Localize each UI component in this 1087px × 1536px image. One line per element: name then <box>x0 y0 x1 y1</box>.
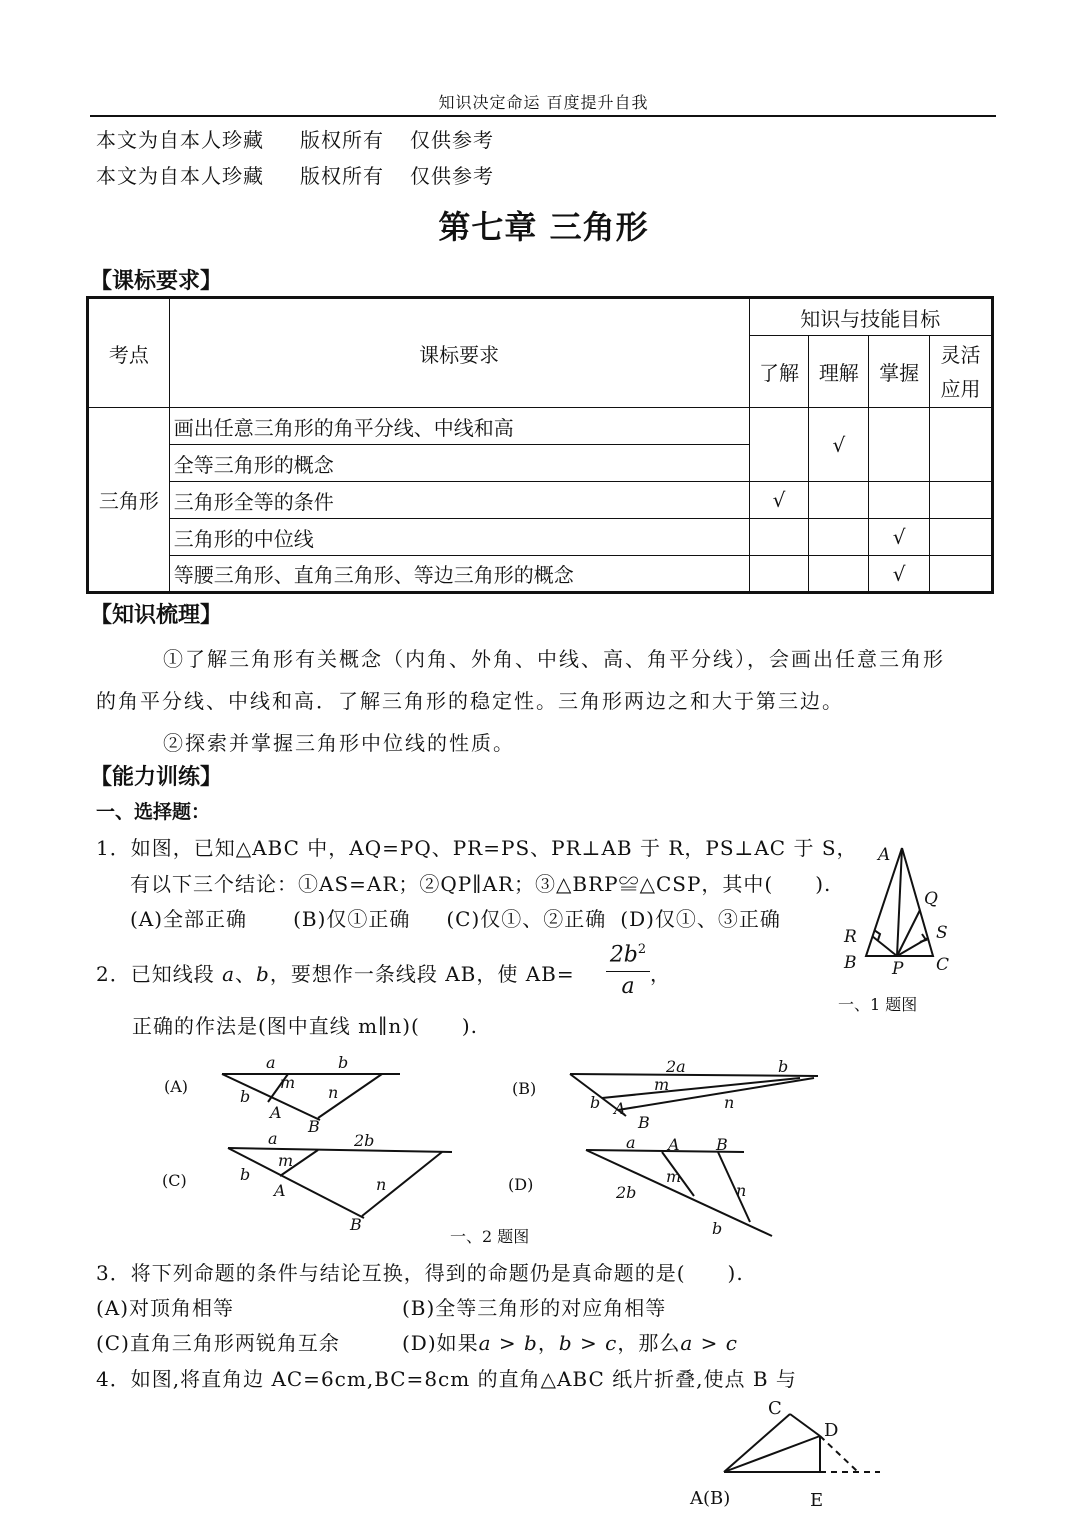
question-1-line2: 有以下三个结论：①AS=AR；②QP∥AR；③△BRP≌△CSP，其中( ). <box>130 872 832 896</box>
fig-label: n <box>724 1093 735 1112</box>
option-a: (A)全部正确 <box>130 907 248 931</box>
check-cell <box>749 556 809 593</box>
fig-label: a <box>626 1133 636 1152</box>
fig-label: C <box>936 955 950 975</box>
option-d-text: ，那么 <box>617 1331 681 1355</box>
var-a: a <box>222 962 236 986</box>
fig-label: A <box>274 1181 286 1200</box>
page-header: 知识决定命运 百度提升自我 <box>438 93 649 112</box>
fig-label: Q <box>924 889 938 909</box>
fraction <box>606 936 650 1002</box>
chapter-title: 第七章 三角形 <box>438 208 649 246</box>
fig-label: D <box>824 1420 839 1441</box>
fig-label: n <box>736 1181 747 1200</box>
fig-label: 2b <box>354 1131 375 1150</box>
table-row-label: 全等三角形的概念 <box>169 445 749 482</box>
fig-label: A <box>270 1103 282 1122</box>
q2-text: ，要想作一条线段 AB，使 AB= <box>269 962 575 986</box>
fig-label: A(B) <box>690 1488 731 1509</box>
level-header: 理解 <box>809 336 869 408</box>
var-b: b <box>256 962 270 986</box>
fig-label: a <box>268 1129 278 1148</box>
question-1-line1: 1．如图，已知△ABC 中，AQ=PQ、PR=PS、PR⊥AB 于 R，PS⊥AC 于 S， <box>96 836 858 860</box>
knowledge-paragraph: 的角平分线、中线和高．了解三角形的稳定性。三角形两边之和大于第三边。 <box>96 689 844 713</box>
table-row-label: 三角形的中位线 <box>169 519 749 556</box>
fig-label: n <box>376 1175 387 1194</box>
option-d <box>402 1327 738 1356</box>
check-cell <box>809 556 869 593</box>
check-cell <box>930 482 993 519</box>
option-c: (C)直角三角形两锐角互余 <box>96 1331 340 1355</box>
table-topic: 三角形 <box>88 408 170 593</box>
subsection-heading: 一、选择题： <box>96 801 211 823</box>
q2-text: 、 <box>235 962 257 986</box>
check-cell: √ <box>869 556 930 593</box>
fig-label: E <box>810 1490 824 1511</box>
fig-label: b <box>240 1087 251 1106</box>
question-2-line2: 正确的作法是(图中直线 m∥n)( ). <box>132 1014 479 1038</box>
header-rule <box>90 115 996 117</box>
note-text: 本文为自本人珍藏 <box>96 128 264 152</box>
check-cell: √ <box>809 408 869 482</box>
fig-label: A <box>878 845 891 865</box>
fig-label: B <box>350 1215 362 1234</box>
q1-triangle-figure <box>836 838 956 978</box>
option-d-text: (D)如果 <box>402 1331 479 1355</box>
fig-label: b <box>338 1053 349 1072</box>
opt-label: (B) <box>512 1079 537 1098</box>
section-heading: 【课标要求】 <box>90 269 223 294</box>
check-cell <box>809 482 869 519</box>
note-text: 版权所有 <box>300 164 384 188</box>
fig-label: b <box>712 1219 723 1238</box>
math-expr: b > c <box>558 1331 618 1355</box>
check-cell: √ <box>749 482 809 519</box>
fig-label: m <box>280 1073 296 1092</box>
figure-caption: 一、1 题图 <box>838 995 918 1014</box>
fraction-denominator: a <box>621 974 635 1000</box>
option-b: (B)仅①正确 <box>293 907 411 931</box>
level-header: 掌握 <box>869 336 930 408</box>
option-d-text: ， <box>537 1331 559 1355</box>
fig-label: A <box>614 1099 626 1118</box>
check-cell <box>930 519 993 556</box>
fig-label: B <box>308 1117 320 1136</box>
math-expr: a > c <box>680 1331 738 1355</box>
fig-label: m <box>654 1075 670 1094</box>
check-cell <box>749 408 809 482</box>
question-4-line1: 4．如图,将直角边 AC=6cm,BC=8cm 的直角△ABC 纸片折叠,使点 B 与 <box>96 1367 797 1391</box>
fig-label: b <box>240 1165 251 1184</box>
question-1-options <box>130 903 781 932</box>
fig-label: B <box>638 1113 650 1132</box>
check-cell <box>869 482 930 519</box>
table-header-requirement: 课标要求 <box>169 298 749 408</box>
section-heading: 【能力训练】 <box>90 765 223 790</box>
level-header: 了解 <box>749 336 809 408</box>
q2-text: 2．已知线段 <box>96 962 215 986</box>
fig-label: n <box>328 1083 339 1102</box>
fig-label: m <box>278 1151 294 1170</box>
fig-label: 2b <box>616 1183 637 1202</box>
check-cell: √ <box>869 519 930 556</box>
fig-label: b <box>778 1057 789 1076</box>
check-cell <box>930 556 993 593</box>
opt-label: (A) <box>164 1077 189 1096</box>
fraction-exponent: 2 <box>637 942 647 957</box>
figure-caption: 一、2 题图 <box>450 1227 530 1246</box>
fraction-numerator: 2b <box>609 942 638 968</box>
note-text: 本文为自本人珍藏 <box>96 164 264 188</box>
check-cell <box>809 519 869 556</box>
fig-label: 2a <box>666 1057 686 1076</box>
level-header: 灵活应用 <box>930 336 993 408</box>
check-cell <box>930 408 993 482</box>
note-text: 仅供参考 <box>410 128 494 152</box>
knowledge-paragraph: ①了解三角形有关概念（内角、外角、中线、高、角平分线），会画出任意三角形 <box>163 647 945 671</box>
copyright-note <box>96 160 494 189</box>
opt-label: (D) <box>508 1175 534 1194</box>
question-2-line1 <box>96 958 575 987</box>
knowledge-paragraph: ②探索并掌握三角形中位线的性质。 <box>163 731 515 755</box>
section-heading: 【知识梳理】 <box>90 603 223 628</box>
table-header-kaodian: 考点 <box>88 298 170 408</box>
question-3-line1: 3．将下列命题的条件与结论互换，得到的命题仍是真命题的是( ). <box>96 1261 744 1285</box>
q2-text: ， <box>650 962 671 986</box>
note-text: 仅供参考 <box>410 164 494 188</box>
fig-label: a <box>266 1053 276 1072</box>
fig-label: S <box>936 923 948 943</box>
option-d: (D)仅①、③正确 <box>620 907 781 931</box>
table-row-label: 等腰三角形、直角三角形、等边三角形的概念 <box>169 556 749 593</box>
fig-label: b <box>590 1093 601 1112</box>
curriculum-table <box>86 296 994 594</box>
fig-label: B <box>844 953 857 973</box>
math-expr: a > b <box>478 1331 538 1355</box>
fig-label: A <box>668 1135 680 1154</box>
q4-fold-figure <box>680 1392 900 1536</box>
fig-label: B <box>716 1135 728 1154</box>
check-cell <box>749 519 809 556</box>
fig-label: R <box>844 927 857 947</box>
option-c: (C)仅①、②正确 <box>446 907 607 931</box>
table-header-goals: 知识与技能目标 <box>749 298 992 336</box>
copyright-note <box>96 124 494 153</box>
note-text: 版权所有 <box>300 128 384 152</box>
check-cell <box>869 408 930 482</box>
fig-label: C <box>768 1398 782 1419</box>
table-row-label: 三角形全等的条件 <box>169 482 749 519</box>
option-a: (A)对顶角相等 <box>96 1296 235 1320</box>
fig-label: P <box>892 959 904 978</box>
table-row-label: 画出任意三角形的角平分线、中线和高 <box>169 408 749 445</box>
option-b: (B)全等三角形的对应角相等 <box>402 1296 667 1320</box>
q2-construction-figure <box>150 1050 840 1250</box>
opt-label: (C) <box>162 1171 187 1190</box>
fig-label: m <box>666 1167 682 1186</box>
